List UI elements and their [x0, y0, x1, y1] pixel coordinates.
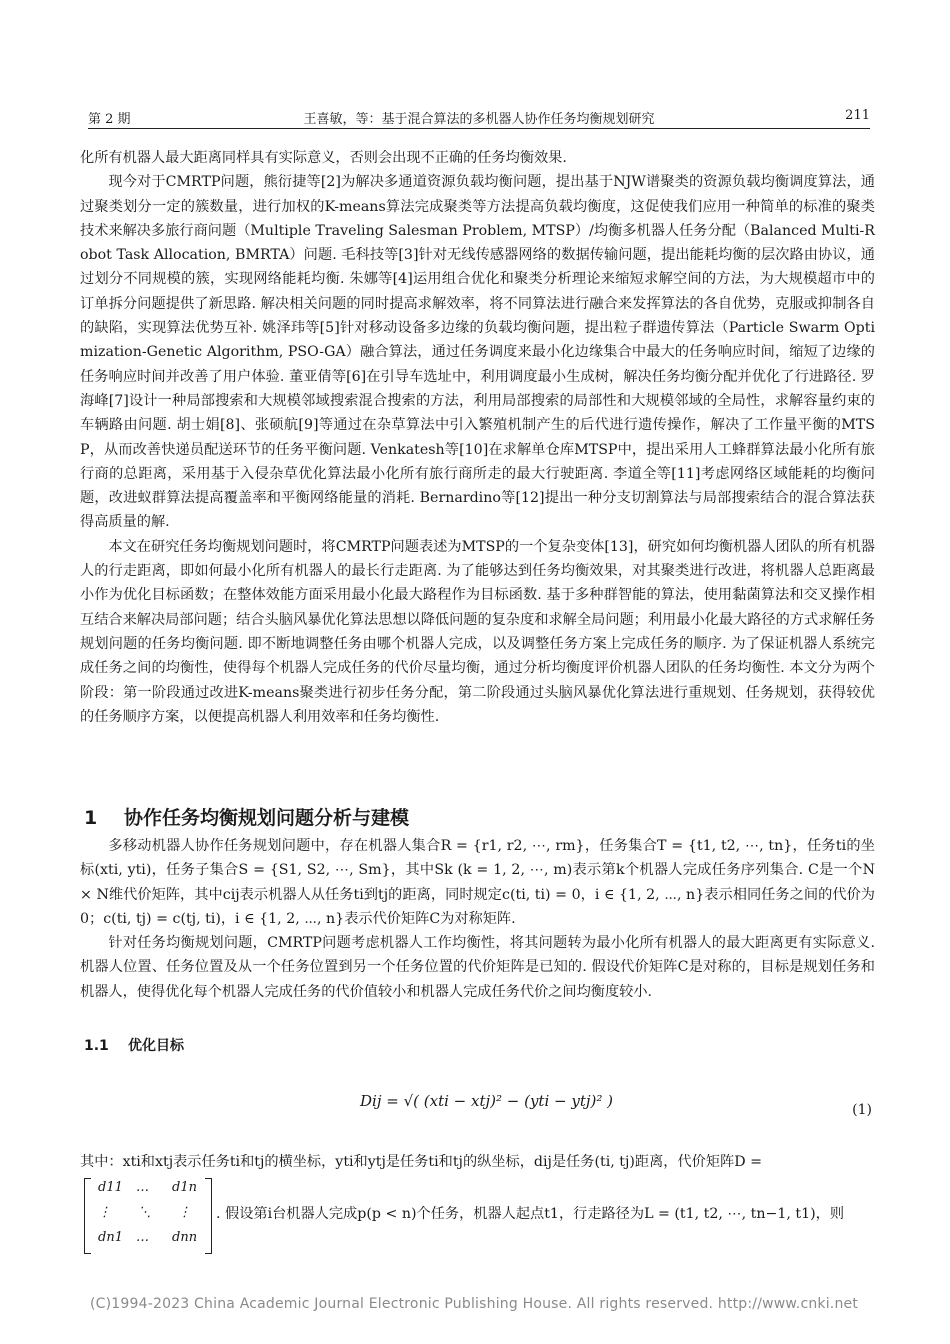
section-heading: [84, 803, 409, 830]
subsection-title: 优化目标: [128, 1038, 184, 1054]
matrix-cell: ⋱: [138, 1205, 151, 1220]
intro-body: [80, 146, 875, 729]
matrix-cell: d11: [98, 1180, 123, 1195]
paragraph-continued: 化所有机器人最大距离同样具有实际意义，否则会出现不正确的任务均衡效果.: [80, 150, 567, 166]
copyright-footer: (C)1994-2023 China Academic Journal Electronic Publishing House. All rights reserved. http://www.cnki.net: [90, 1296, 859, 1312]
matrix-cell: …: [136, 1230, 149, 1245]
section-title: 协作任务均衡规划问题分析与建模: [124, 807, 410, 829]
paragraph-related-work: 现今对于CMRTP问题，熊衍捷等[2]为解决多通道资源负载均衡问题，提出基于NJW谱聚类的资源负载均衡调度算法，通过聚类划分一定的簇数量，进行加权的K-means算法完成聚类等方法提高负载均衡度，这促使我们应用一种简单的标准的聚类技术来解决多旅行商问题（Multiple Traveling Salesman Problem, MTSP）/均衡多机器人任务分配（Balanced Multi-Robot Task Allocation, BMRTA）问题. 毛科技等[3]针对无线传感器网络的数据传输问题，提出能耗均衡的层次路由协议，通过划分不同规模的簇，实现网络能耗均衡. 朱娜等[4]运用组合优化和聚类分析理论来缩短求解空间的方法，为大规模超市中的订单拆分问题提供了新思路. 解决相关问题的同时提高求解效率，将不同算法进行融合来发挥算法的各自优势，克服或抑制各自的缺陷，实现算法优势互补. 姚泽玮等[5]针对移动设备多边缘的负载均衡问题，提出粒子群遗传算法（Particle Swarm Optimization-Genetic Algorithm, PSO-GA）融合算法，通过任务调度来最小化边缘集合中最大的任务响应时间，缩短了边缘的任务响应时间并改善了用户体验. 董亚倩等[6]在引导车选址中，利用调度最小生成树，解决任务均衡分配并优化了行进路径. 罗海峰[7]设计一种局部搜索和大规模邻域搜索混合搜索的方法，利用局部搜索的局部性和大规模邻域的全局性，求解容量约束的车辆路由问题. 胡士娟[8]、张硕航[9]等通过在杂草算法中引入繁殖机制产生的后代进行遗传操作，解决了工作量平衡的MTSP，从而改善快递员配送环节的任务平衡问题. Venkatesh等[10]在求解单仓库MTSP中，提出采用人工蜂群算法最小化所有旅行商的总距离，采用基于入侵杂草优化算法最小化所有旅行商所走的最大行驶距离. 李道全等[11]考虑网络区域能耗的均衡问题，改进蚁群算法提高覆盖率和平衡网络能量的消耗. Bernardino等[12]提出一种分支切割算法与局部搜索结合的混合算法获得高质量的解.: [80, 174, 875, 531]
matrix-cell: d1n: [172, 1180, 197, 1195]
paragraph-problem: 针对任务均衡规划问题，CMRTP问题考虑机器人工作均衡性，将其问题转为最小化所有机器人的最大距离更有实际意义. 机器人位置、任务位置及从一个任务位置到另一个任务位置的代价矩阵是已知的. 假设代价矩阵C是对称的，目标是规划任务和机器人，使得优化每个机器人完成任务的代价值较小和机器人完成任务代价之间均衡度较小.: [80, 935, 875, 1000]
matrix-cell: dn1: [98, 1230, 123, 1245]
equation-distance: Dij = √( (xti − xtj)² − (yti − ytj)² ): [360, 1092, 614, 1110]
cost-matrix: [84, 1178, 212, 1252]
matrix-tail-text: . 假设第i台机器人完成p(p < n)个任务，机器人起点t1，行走路径为L = (t1, t2, ⋯, tn−1, t1)，则: [216, 1206, 845, 1222]
section-number: 1: [84, 807, 98, 829]
matrix-left-bracket: [84, 1178, 91, 1254]
paragraph-definitions: 多移动机器人协作任务规划问题中，存在机器人集合R = {r1, r2, ⋯, rm}，任务集合T = {t1, t2, ⋯, tn}，任务ti的坐标(xti, yti)，任务子集合S = {S1, S2, ⋯, Sm}，其中Sk (k = 1, 2, ⋯, m)表示第k个机器人完成任务序列集合. C是一个N × N维代价矩阵，其中cij表示机器人从任务ti到tj的距离，同时规定c(ti, ti) = 0，i ∈ {1, 2, ⋯, n}表示相同任务之间的代价为0；c(ti, tj) = c(tj, ti)，i ∈ {1, 2, ⋯, n}表示代价矩阵C为对称矩阵.: [80, 838, 875, 927]
matrix-right-bracket: [205, 1178, 212, 1254]
paragraph-contribution: 本文在研究任务均衡规划问题时，将CMRTP问题表述为MTSP的一个复杂变体[13]，研究如何均衡机器人团队的所有机器人的行走距离，即如何最小化所有机器人的最长行走距离. 为了能够达到任务均衡效果，对其聚类进行改进，将机器人总距离最小作为优化目标函数；在整体效能方面采用最小化最大路程作为目标函数. 基于多种群智能的算法，使用黏菌算法和交叉操作相互结合来解决局部问题；结合头脑风暴优化算法思想以降低问题的复杂度和求解全局问题；利用最小化最大路径的方式求解任务规划问题的任务均衡问题. 即不断地调整任务由哪个机器人完成，以及调整任务方案上完成任务的顺序. 为了保证机器人系统完成任务之间的均衡性，使得每个机器人完成任务的代价尽量均衡，通过分析均衡度评价机器人团队的任务均衡性. 本文分为两个阶段：第一阶段通过改进K-means聚类进行初步任务分配，第二阶段通过头脑风暴优化算法进行重规划、任务规划，获得较优的任务顺序方案，以便提高机器人利用效率和任务均衡性.: [80, 538, 875, 725]
page-number: 211: [845, 108, 870, 123]
running-title: 王喜敏，等：基于混合算法的多机器人协作任务均衡规划研究: [303, 112, 655, 127]
subsection-number: 1.1: [84, 1038, 109, 1054]
matrix-cell: dnn: [172, 1230, 198, 1245]
equation-explanation: 其中：xti和xtj表示任务ti和tj的横坐标，yti和ytj是任务ti和tj的纵坐标，dij是任务(ti, tj)距离，代价矩阵D =: [80, 1154, 762, 1170]
subsection-heading: [84, 1035, 184, 1055]
equation-number: (1): [852, 1102, 872, 1118]
running-header: [88, 106, 870, 129]
issue-number: 第 2 期: [88, 112, 131, 127]
matrix-cell: ⋮: [178, 1205, 191, 1220]
section1-body: [80, 834, 875, 1004]
matrix-cell: ⋮: [98, 1205, 111, 1220]
matrix-cell: …: [136, 1180, 149, 1195]
